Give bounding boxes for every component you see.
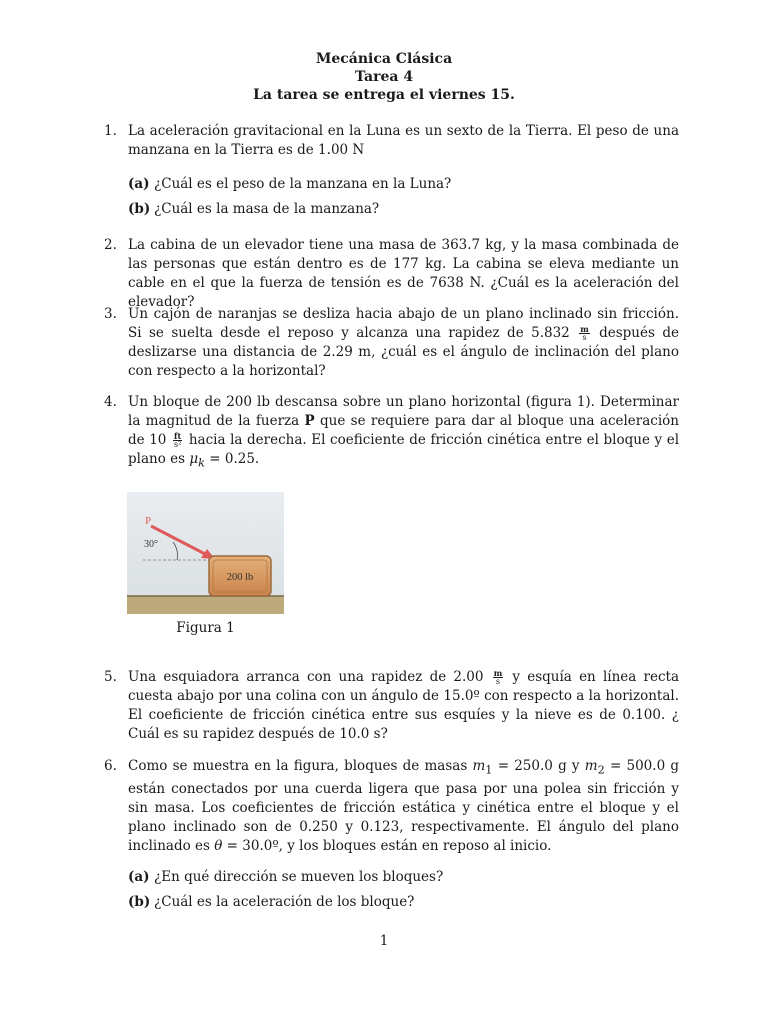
problem-4 xyxy=(106,393,679,473)
ground xyxy=(127,596,284,614)
text-segment: = 30.0º, y los bloques están en reposo al inicio. xyxy=(226,837,552,854)
part-label: (b) xyxy=(128,201,151,217)
mass-symbol: m xyxy=(472,758,486,774)
part-label: (a) xyxy=(128,869,150,885)
problem-1-part-a xyxy=(128,176,451,192)
problem-text xyxy=(128,668,679,744)
course-title: Mecánica Clásica xyxy=(315,51,453,67)
force-label: P xyxy=(145,515,152,527)
text-segment: hacia la derecha. El coeficiente de fricción cinética entre el bloque y el plano es xyxy=(128,432,680,467)
problem-text xyxy=(128,393,679,473)
problem-3 xyxy=(106,305,679,381)
problem-6-part-b xyxy=(128,894,414,910)
problem-number: 4. xyxy=(104,394,117,410)
mass-subscript: 2 xyxy=(597,763,605,777)
page-number: 1 xyxy=(379,933,389,949)
mu-symbol: μ xyxy=(189,451,199,467)
part-text: ¿Cuál es el peso de la manzana en la Luna? xyxy=(154,176,452,192)
unit-denominator: s² xyxy=(173,440,182,449)
text-segment: = 0.25. xyxy=(209,451,260,467)
unit-fraction xyxy=(579,325,589,342)
figure-caption: Figura 1 xyxy=(176,620,235,636)
problem-1-part-b xyxy=(128,201,379,217)
unit-fraction xyxy=(173,432,182,449)
problem-text xyxy=(128,757,679,856)
part-label: (a) xyxy=(128,176,150,192)
part-text: ¿Cuál es la aceleración de los bloque? xyxy=(154,894,415,910)
force-symbol: P xyxy=(304,413,315,429)
problem-text xyxy=(128,305,679,381)
mu-subscript: k xyxy=(198,456,205,470)
problem-6-part-a xyxy=(128,869,443,885)
part-text: ¿Cuál es la masa de la manzana? xyxy=(154,201,380,217)
problem-number: 3. xyxy=(104,306,117,322)
text-segment: después de deslizarse una distancia de 2.29 m, ¿cuál es el ángulo de inclinación del plano con respecto a la horizontal? xyxy=(128,325,679,379)
figure-1 xyxy=(127,492,284,614)
theta-symbol: θ xyxy=(214,837,223,854)
part-text: ¿En qué dirección se mueven los bloques? xyxy=(154,869,444,885)
unit-numerator: m xyxy=(493,668,503,678)
problem-number: 5. xyxy=(104,669,117,685)
text-segment: = 250.0 g y xyxy=(497,758,580,774)
mass-subscript: 1 xyxy=(485,763,493,777)
problem-text: La aceleración gravitacional en la Luna es un sexto de la Tierra. El peso de una manzana en la Tierra es de 1.00 N xyxy=(128,123,679,158)
text-segment: Como se muestra en la figura, bloques de masas xyxy=(128,758,468,774)
block-diagram xyxy=(127,492,284,614)
unit-fraction xyxy=(493,669,503,686)
unit-numerator: m xyxy=(580,324,589,334)
text-segment: Un cajón de naranjas se desliza hacia abajo de un plano inclinado sin fricción. Si se suelta desde el reposo y alcanza una rapidez de 5.832 xyxy=(128,306,679,341)
angle-label: 30° xyxy=(144,539,158,550)
text-segment: y esquía en línea recta cuesta abajo por una colina con un ángulo de 15.0º con respecto a la horizontal. El coeficiente de fricción cinética entre sus esquíes y la nieve es de 0.100. ¿ Cuál es su rapidez después de 10.0 s? xyxy=(128,669,680,742)
problem-2 xyxy=(106,236,679,312)
unit-denominator: s xyxy=(582,333,587,342)
text-segment: Un bloque de 200 lb descansa sobre un plano horizontal (figura 1). Determinar la magnitud de la fuerza xyxy=(128,394,679,429)
problem-5 xyxy=(106,668,679,744)
problem-number: 1. xyxy=(104,123,117,139)
block-label: 200 lb xyxy=(226,572,254,583)
text-segment: = 500.0 g están conectados por una cuerda ligera que pasa por una polea sin fricción y sin masa. Los coeficientes de fricción estática y cinética entre el bloque y el plano inclinado son de 0.250 y 0.123, respectivamente. El ángulo del plano inclinado es xyxy=(128,758,680,854)
problem-1 xyxy=(106,122,679,160)
problem-number: 2. xyxy=(104,237,117,253)
problem-6 xyxy=(106,757,679,856)
part-label: (b) xyxy=(128,894,151,910)
problem-number: 6. xyxy=(104,758,117,774)
text-segment: que se requiere para dar al bloque una aceleración de 10 xyxy=(128,413,680,448)
unit-numerator: ft xyxy=(174,431,182,441)
unit-denominator: s xyxy=(495,677,500,686)
text-segment: Una esquiadora arranca con una rapidez de 2.00 xyxy=(128,669,484,685)
due-date-note: La tarea se entrega el viernes 15. xyxy=(253,87,515,103)
mass-symbol: m xyxy=(584,758,598,774)
problem-text: La cabina de un elevador tiene una masa de 363.7 kg, y la masa combinada de las personas que están dentro es de 177 kg. La cabina se eleva mediante un cable en el que la fuerza de tensión es de 7638 N. ¿Cuál es la aceleración del elevador? xyxy=(128,237,679,310)
assignment-title: Tarea 4 xyxy=(354,69,414,85)
